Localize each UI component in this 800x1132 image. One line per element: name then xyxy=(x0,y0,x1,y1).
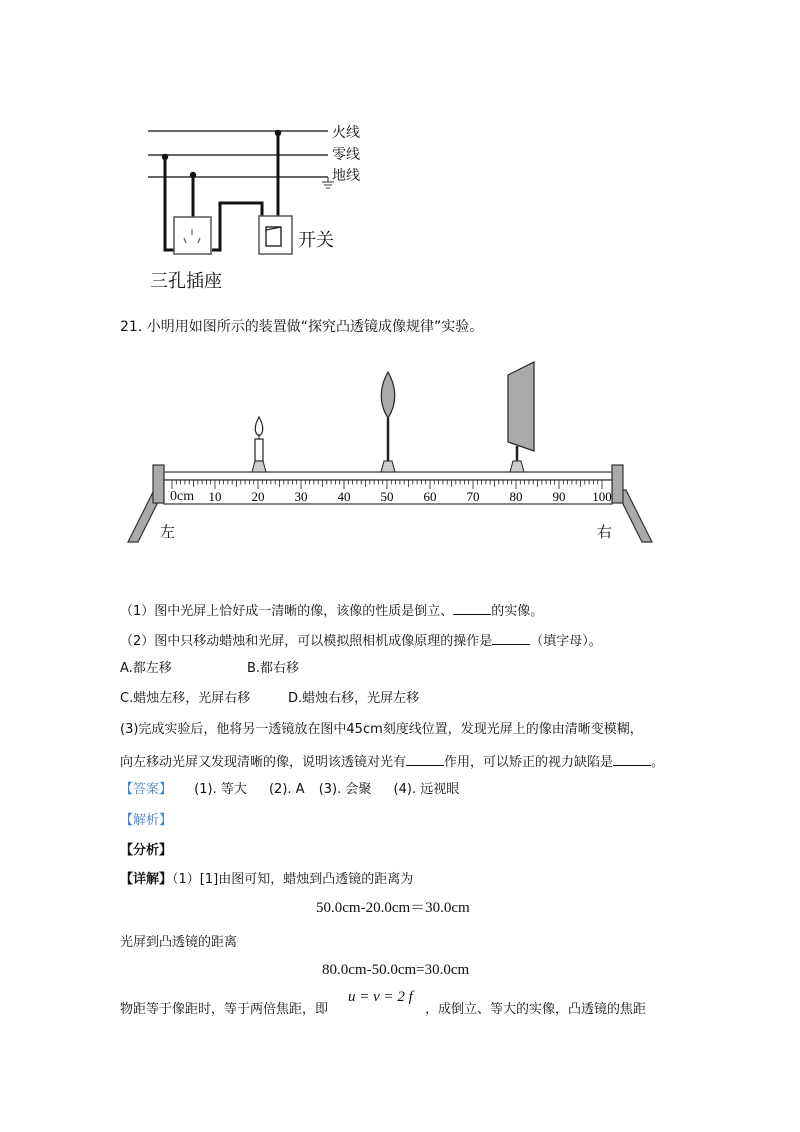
detail-line-3b: ，成倒立、等大的实像，凸透镜的焦距 xyxy=(425,1002,647,1017)
convex-lens xyxy=(381,372,395,472)
neutral-wire-label: 零线 xyxy=(332,147,360,163)
question-21-stem xyxy=(120,318,483,336)
answer-blank-4[interactable] xyxy=(613,751,651,766)
ruler-tick-label: 70 xyxy=(466,489,480,504)
option-a: A.都左移 xyxy=(120,661,172,676)
bench-rail xyxy=(164,472,612,480)
sub-question-3-line2: 向左移动光屏又发现清晰的像，说明该透镜对光有 作用，可以矫正的视力缺陷是 。 xyxy=(120,751,664,772)
question-stem: 小明用如图所示的装置做“探究凸透镜成像规律”实验。 xyxy=(146,319,484,335)
answer-1: (1). 等大 xyxy=(194,782,247,797)
detail-tag: 【详解】 xyxy=(120,872,173,887)
optical-bench-diagram xyxy=(120,360,660,550)
ruler-tick-label: 40 xyxy=(337,489,351,504)
ruler-tick-label: 60 xyxy=(423,489,437,504)
bench-left-label: 左 xyxy=(160,523,176,541)
answer-2: (2). A xyxy=(268,782,305,797)
detail-line-3a: 物距等于像距时，等于两倍焦距，即 xyxy=(120,1002,329,1017)
bench-right-label: 右 xyxy=(597,523,613,541)
left-end-post xyxy=(153,465,164,503)
ruler-tick-label: 30 xyxy=(294,489,308,504)
analysis-tag: 【解析】 xyxy=(120,813,173,828)
answer-3: (3). 会聚 xyxy=(318,782,372,797)
ruler-unit-label: 0cm xyxy=(170,489,195,504)
detail-line-2: 光屏到凸透镜的距离 xyxy=(120,935,238,950)
candle xyxy=(252,417,266,472)
ground-wire-label: 地线 xyxy=(332,168,360,184)
question-number: 21. xyxy=(120,319,143,335)
ruler-tick-label: 50 xyxy=(380,489,394,504)
answer-blank-3[interactable] xyxy=(406,751,444,766)
answer-blank-2[interactable] xyxy=(492,630,530,645)
live-wire-label: 火线 xyxy=(332,125,360,141)
answer-tag: 【答案】 xyxy=(120,782,173,797)
sub-question-1: （1）图中光屏上恰好成一清晰的像，该像的性质是倒立、 的实像。 xyxy=(120,600,543,621)
sub-question-2: （2）图中只移动蜡烛和光屏，可以模拟照相机成像原理的操作是 （填字母）。 xyxy=(120,630,602,651)
ruler-tick-label: 10 xyxy=(208,489,222,504)
option-b: B.都右移 xyxy=(247,661,300,676)
detail-line-1: 【详解】（1）[1]由图可知，蜡烛到凸透镜的距离为 xyxy=(120,872,414,887)
three-hole-socket-icon xyxy=(174,217,211,254)
equation-2: 80.0cm-50.0cm=30.0cm xyxy=(322,962,470,978)
sub-question-3-line1: (3)完成实验后，他将另一透镜放在图中45cm刻度线位置，发现光屏上的像由清晰变模糊， xyxy=(120,722,643,737)
option-c: C.蜡烛左移，光屏右移 xyxy=(120,691,251,706)
formula-u-v-2f: u = v = 2 f xyxy=(348,989,413,1005)
switch-label: 开关 xyxy=(298,230,334,251)
ruler-tick-label: 20 xyxy=(251,489,265,504)
light-screen xyxy=(508,362,534,472)
answer-line xyxy=(120,781,459,799)
equation-1: 50.0cm-20.0cm＝30.0cm xyxy=(316,900,470,916)
answer-blank-1[interactable] xyxy=(453,600,491,615)
ruler-tick-label: 80 xyxy=(509,489,523,504)
switch-icon xyxy=(259,216,292,254)
fenxi-tag: 【分析】 xyxy=(120,843,173,858)
right-end-post xyxy=(612,465,623,503)
option-d: D.蜡烛右移，光屏左移 xyxy=(288,691,420,706)
socket-label: 三孔插座 xyxy=(150,271,222,292)
ruler-tick-label: 90 xyxy=(552,489,566,504)
ruler-tick-label: 100 xyxy=(592,489,612,504)
answer-4: (4). 远视眼 xyxy=(393,782,460,797)
